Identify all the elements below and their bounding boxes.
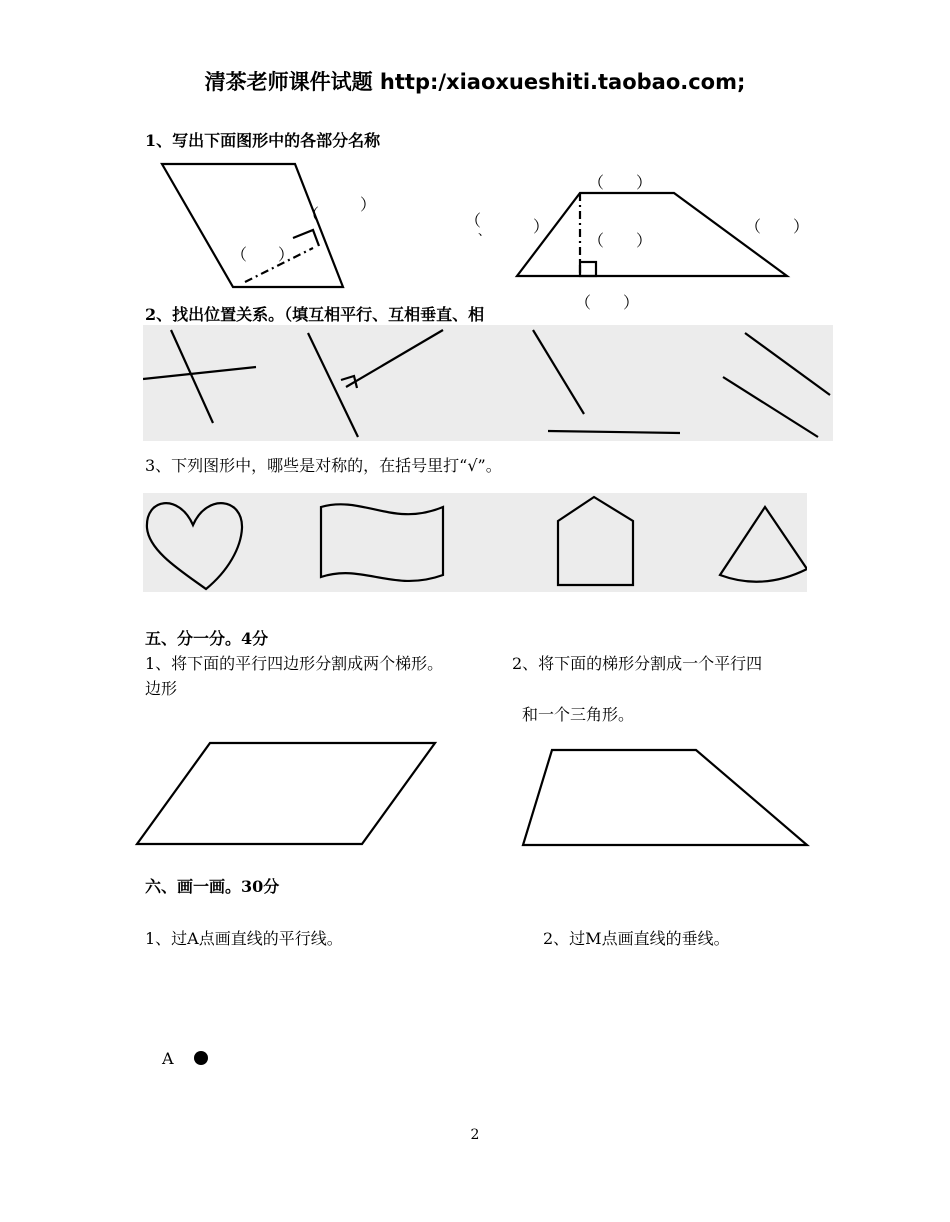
paren-g: （ ） — [575, 293, 640, 312]
comma-mark: 、 — [478, 224, 491, 238]
paren-a-open: （ — [303, 205, 320, 224]
section-5-trapezoid-shape — [523, 750, 807, 845]
line-pair4-b — [723, 377, 818, 437]
paren-e: （ ） — [588, 231, 653, 250]
section-5-q1-line2: 边形 — [145, 679, 178, 698]
section-5-parallelogram-shape — [137, 743, 435, 844]
position-relation-figure — [143, 325, 833, 441]
right-angle-mark — [293, 230, 319, 246]
symmetry-shapes-figure — [143, 493, 807, 592]
line-pair3-b — [548, 431, 680, 433]
line-pair3-a — [533, 330, 584, 414]
line-pair4-a — [745, 333, 830, 395]
section-6-q2: 2、过M点画直线的垂线。 — [543, 929, 730, 948]
line-pair2-b — [346, 330, 443, 387]
parallelogram-figure — [155, 160, 355, 295]
paren-d: （ ） — [588, 173, 653, 192]
section-6-q1: 1、过A点画直线的平行线。 — [145, 929, 343, 948]
paren-c-close: ） — [533, 217, 550, 236]
paren-f: （ ） — [745, 217, 810, 236]
page-number: 2 — [470, 1127, 480, 1143]
paren-b-open: （ — [231, 245, 248, 264]
section-5-parallelogram-figure — [133, 738, 440, 850]
page-title: 清茶老师课件试题 http:/xiaoxueshiti.taobao.com; — [204, 70, 746, 94]
question-3-text: 3、下列图形中，哪些是对称的，在括号里打“√”。 — [145, 456, 502, 475]
heart-shape — [147, 503, 242, 589]
paren-a-close: ） — [360, 195, 377, 214]
line-pair1-a — [143, 367, 256, 379]
pentagon-house-shape — [558, 497, 633, 585]
section-5-heading: 五、分一分。4分 — [145, 629, 269, 648]
parallelogram-shape — [162, 164, 343, 287]
question-1-text: 1、写出下面图形中的各部分名称 — [145, 131, 381, 150]
point-a-label: A — [162, 1049, 174, 1068]
section-5-q2-line1: 2、将下面的梯形分割成一个平行四 — [512, 654, 763, 673]
paren-b-close: ） — [278, 245, 295, 264]
line-pair1-b — [171, 330, 213, 423]
section-5-q2-line2: 和一个三角形。 — [522, 705, 635, 724]
trapezoid-right-angle — [580, 262, 596, 276]
point-a-dot — [194, 1051, 208, 1065]
sector-shape — [720, 507, 807, 582]
wavy-banner-shape — [321, 504, 443, 581]
section-5-q1-line1: 1、将下面的平行四边形分割成两个梯形。 — [145, 654, 444, 673]
section-6-heading: 六、画一画。30分 — [145, 877, 280, 896]
question-2-text: 2、找出位置关系。（填互相平行、互相垂直、相 — [145, 305, 485, 324]
paren-c-open: （ — [465, 211, 482, 230]
section-5-trapezoid-figure — [519, 745, 811, 849]
